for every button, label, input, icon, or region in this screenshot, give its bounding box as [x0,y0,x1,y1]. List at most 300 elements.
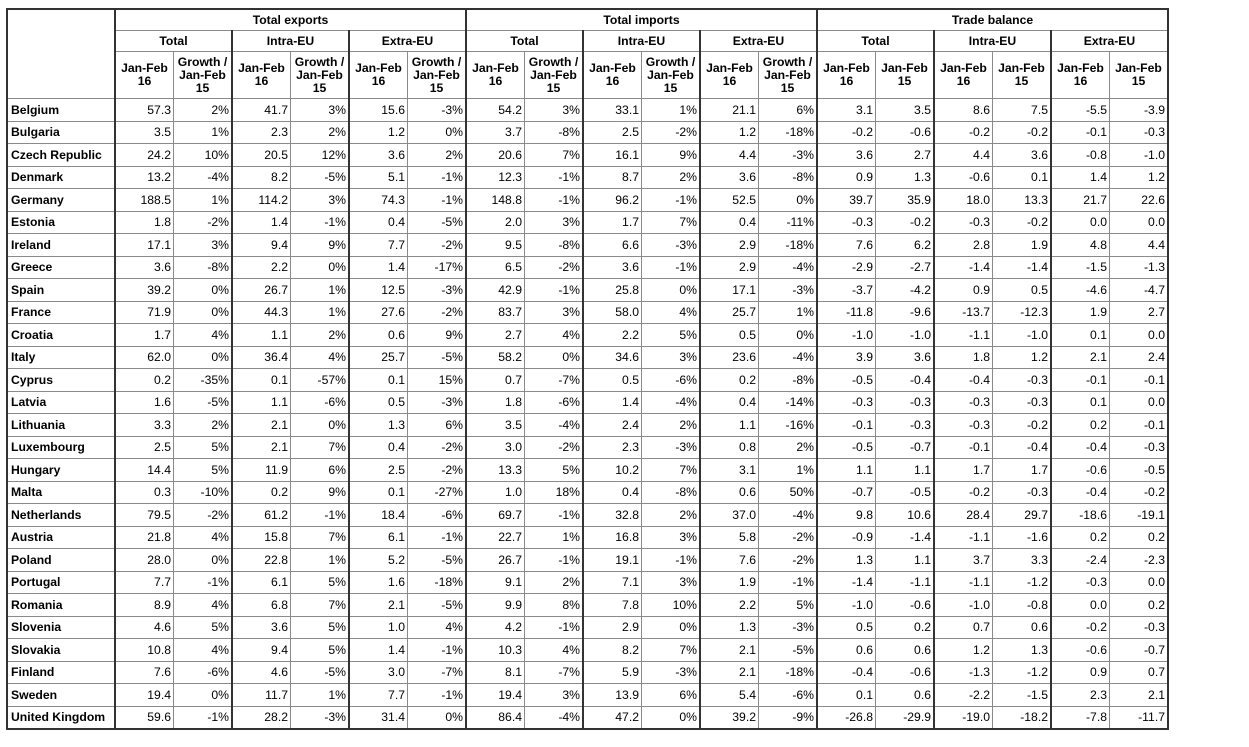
table-cell: 58.2 [466,346,525,369]
table-cell: 17.1 [115,234,174,257]
table-cell: -18% [408,571,467,594]
table-cell: 2% [642,166,701,189]
table-cell: 16.1 [583,144,642,167]
table-row [7,661,1168,684]
col-header-jan-feb-16: Jan-Feb 16 [349,52,408,99]
country-name: Slovenia [7,616,115,639]
table-cell: -19.1 [1110,504,1169,527]
table-cell: 2.5 [583,121,642,144]
table-cell: 3.5 [115,121,174,144]
table-cell: -4% [642,391,701,414]
table-cell: 0% [174,684,233,707]
table-cell: 2.9 [583,616,642,639]
table-cell: 0.4 [349,211,408,234]
table-cell: 7% [642,459,701,482]
table-cell: 3.5 [466,414,525,437]
table-cell: -57% [291,369,350,392]
table-cell: 29.7 [993,504,1052,527]
table-cell: 62.0 [115,346,174,369]
table-cell: 1.4 [349,639,408,662]
table-cell: 17.1 [700,279,759,302]
table-cell: -1.2 [993,661,1052,684]
table-cell: -18.6 [1051,504,1110,527]
table-cell: -4% [759,256,818,279]
table-cell: -1.5 [993,684,1052,707]
table-cell: 9.8 [817,504,876,527]
table-cell: 3.7 [934,549,993,572]
table-cell: 18.0 [934,189,993,212]
table-cell: -3% [408,279,467,302]
table-cell: -2.4 [1051,549,1110,572]
table-cell: -2% [408,459,467,482]
country-name: Estonia [7,211,115,234]
table-cell: 4% [174,324,233,347]
subheader-exports-extra: Extra-EU [349,31,466,52]
table-cell: -1.3 [934,661,993,684]
table-cell: 2.9 [700,234,759,257]
table-cell: -8% [525,121,584,144]
table-cell: 35.9 [876,189,935,212]
table-cell: -16% [759,414,818,437]
country-name: Hungary [7,459,115,482]
table-cell: -4% [174,166,233,189]
table-cell: 3.6 [993,144,1052,167]
table-cell: 1.1 [700,414,759,437]
table-cell: 1% [759,301,818,324]
table-cell: 5% [642,324,701,347]
table-cell: 2.7 [466,324,525,347]
table-cell: 0.2 [115,369,174,392]
table-cell: 0.3 [115,481,174,504]
table-cell: -0.6 [1051,639,1110,662]
table-cell: 9% [642,144,701,167]
country-name: Czech Republic [7,144,115,167]
table-cell: 7% [291,526,350,549]
subheader-balance-intra: Intra-EU [934,31,1051,52]
country-name: Lithuania [7,414,115,437]
table-cell: 1.8 [115,211,174,234]
country-name: Austria [7,526,115,549]
table-cell: 0.0 [1110,391,1169,414]
table-cell: 2.3 [583,436,642,459]
country-name: France [7,301,115,324]
table-cell: -1.4 [876,526,935,549]
table-cell: -0.2 [993,121,1052,144]
table-cell: 7.6 [817,234,876,257]
table-cell: -13.7 [934,301,993,324]
table-cell: 0% [759,189,818,212]
table-cell: 7% [642,211,701,234]
table-cell: 3.6 [817,144,876,167]
table-cell: 13.9 [583,684,642,707]
table-cell: 33.1 [583,99,642,122]
col-header-jan-feb-16: Jan-Feb 16 [232,52,291,99]
table-cell: 3.5 [876,99,935,122]
table-cell: -1% [408,166,467,189]
table-cell: 7% [291,436,350,459]
table-cell: 1.8 [466,391,525,414]
table-cell: 27.6 [349,301,408,324]
table-cell: 3.6 [583,256,642,279]
country-name: Romania [7,594,115,617]
table-cell: -0.8 [993,594,1052,617]
table-cell: -1% [525,279,584,302]
table-cell: 7.7 [349,684,408,707]
table-cell: 6% [642,684,701,707]
country-name: Ireland [7,234,115,257]
table-cell: 5% [291,616,350,639]
table-cell: 0.6 [876,684,935,707]
table-cell: 3% [525,99,584,122]
table-cell: 0.6 [349,324,408,347]
table-cell: 0.6 [700,481,759,504]
table-cell: 4.4 [1110,234,1169,257]
table-cell: 2% [174,99,233,122]
table-cell: -1.0 [993,324,1052,347]
table-cell: -0.1 [1110,414,1169,437]
col-header-growth: Growth / Jan-Feb 15 [291,52,350,99]
table-cell: -0.3 [817,211,876,234]
table-cell: 0.4 [583,481,642,504]
table-body [7,99,1168,729]
table-cell: 7.1 [583,571,642,594]
table-cell: 0.2 [1110,526,1169,549]
table-cell: 1.2 [700,121,759,144]
country-name: United Kingdom [7,706,115,729]
table-cell: 12% [291,144,350,167]
table-cell: 0% [525,346,584,369]
table-cell: 19.4 [115,684,174,707]
table-cell: 0.1 [817,684,876,707]
table-cell: 5% [291,639,350,662]
table-cell: 3.6 [232,616,291,639]
table-cell: -3.9 [1110,99,1169,122]
table-cell: 0% [174,549,233,572]
table-row [7,549,1168,572]
table-cell: 5.9 [583,661,642,684]
table-cell: 0.9 [817,166,876,189]
table-cell: -0.4 [1051,436,1110,459]
table-cell: -0.1 [934,436,993,459]
table-cell: 2.1 [1110,684,1169,707]
table-cell: 1.2 [934,639,993,662]
table-row [7,616,1168,639]
table-row [7,594,1168,617]
table-cell: 0.0 [1110,571,1169,594]
table-cell: -1% [642,189,701,212]
table-cell: -5% [291,166,350,189]
table-cell: 50% [759,481,818,504]
table-cell: -4% [759,504,818,527]
table-cell: 0.5 [700,324,759,347]
table-cell: 41.7 [232,99,291,122]
table-cell: 2% [642,414,701,437]
table-cell: 36.4 [232,346,291,369]
col-header-jan-feb-16: Jan-Feb 16 [466,52,525,99]
table-cell: -7% [525,369,584,392]
table-cell: -1% [759,571,818,594]
table-cell: 1.3 [993,639,1052,662]
table-cell: 1% [174,189,233,212]
table-cell: 7% [525,144,584,167]
table-cell: -6% [525,391,584,414]
table-cell: 26.7 [232,279,291,302]
table-cell: 2.7 [1110,301,1169,324]
table-cell: 3.9 [817,346,876,369]
header-trade-balance: Trade balance [817,9,1168,31]
table-cell: 1% [642,99,701,122]
table-cell: -3% [408,391,467,414]
table-cell: 5% [759,594,818,617]
table-cell: 2.1 [700,639,759,662]
table-cell: 9.4 [232,639,291,662]
col-header-jan-feb-16: Jan-Feb 16 [1051,52,1110,99]
table-cell: 71.9 [115,301,174,324]
table-cell: 2.4 [1110,346,1169,369]
table-cell: -1% [525,189,584,212]
subheader-imports-extra: Extra-EU [700,31,817,52]
table-cell: -3% [759,279,818,302]
country-name: Poland [7,549,115,572]
table-row [7,256,1168,279]
table-cell: -0.2 [1051,616,1110,639]
subheader-balance-extra: Extra-EU [1051,31,1168,52]
table-cell: 6.5 [466,256,525,279]
table-cell: -6% [408,504,467,527]
table-cell: 4.4 [700,144,759,167]
table-row [7,99,1168,122]
table-row [7,234,1168,257]
table-cell: 10.6 [876,504,935,527]
table-cell: 25.7 [700,301,759,324]
table-cell: 1.3 [700,616,759,639]
table-cell: -1% [642,549,701,572]
table-cell: -1% [408,639,467,662]
table-cell: 0.1 [349,369,408,392]
table-cell: -5% [408,346,467,369]
table-cell: 5.2 [349,549,408,572]
table-cell: 5.4 [700,684,759,707]
table-cell: -2.7 [876,256,935,279]
table-cell: -0.4 [934,369,993,392]
table-cell: 12.3 [466,166,525,189]
table-cell: 2.1 [232,436,291,459]
table-cell: 3% [642,571,701,594]
header-total-imports: Total imports [466,9,817,31]
table-cell: 1.7 [993,459,1052,482]
table-cell: 2.0 [466,211,525,234]
table-cell: 4% [642,301,701,324]
table-cell: 4.6 [232,661,291,684]
table-cell: -0.3 [993,369,1052,392]
table-cell: -0.2 [993,414,1052,437]
table-cell: 2.2 [232,256,291,279]
table-cell: 1.1 [876,549,935,572]
table-cell: -6% [174,661,233,684]
table-cell: -0.7 [817,481,876,504]
table-cell: -0.4 [993,436,1052,459]
table-cell: 9% [291,481,350,504]
table-cell: 3.6 [700,166,759,189]
table-cell: 1.4 [1051,166,1110,189]
table-cell: -1% [642,256,701,279]
table-cell: 1.3 [349,414,408,437]
table-cell: 3.3 [993,549,1052,572]
table-cell: 24.2 [115,144,174,167]
table-row [7,526,1168,549]
table-cell: 0.2 [1110,594,1169,617]
table-cell: -5% [759,639,818,662]
table-cell: -3% [759,144,818,167]
table-cell: 7.7 [115,571,174,594]
table-cell: 22.7 [466,526,525,549]
table-cell: 6.1 [349,526,408,549]
table-cell: -4.7 [1110,279,1169,302]
table-cell: 1.0 [466,481,525,504]
table-cell: 3.6 [115,256,174,279]
table-cell: 3% [525,211,584,234]
table-cell: 3.0 [466,436,525,459]
table-cell: -5.5 [1051,99,1110,122]
table-cell: 3% [291,99,350,122]
table-cell: 0.0 [1051,594,1110,617]
table-cell: 10.3 [466,639,525,662]
table-row [7,301,1168,324]
table-cell: -1.4 [817,571,876,594]
table-cell: -26.8 [817,706,876,729]
table-cell: 16.8 [583,526,642,549]
subheader-imports-intra: Intra-EU [583,31,700,52]
table-cell: -3% [408,99,467,122]
table-cell: 25.7 [349,346,408,369]
table-cell: 2% [759,436,818,459]
table-cell: -0.6 [876,594,935,617]
table-cell: -11.7 [1110,706,1169,729]
table-cell: 1.3 [817,549,876,572]
table-cell: -0.5 [817,369,876,392]
table-cell: 0% [174,346,233,369]
table-cell: -10% [174,481,233,504]
table-cell: -0.3 [1110,616,1169,639]
table-row [7,144,1168,167]
table-cell: 10% [174,144,233,167]
subheader-exports-intra: Intra-EU [232,31,349,52]
table-cell: 2.2 [583,324,642,347]
col-header-jan-feb-15: Jan-Feb 15 [876,52,935,99]
table-cell: -1.1 [934,571,993,594]
table-cell: 2.1 [700,661,759,684]
table-cell: -1% [525,616,584,639]
table-cell: 2.2 [700,594,759,617]
table-cell: 4% [408,616,467,639]
table-cell: 188.5 [115,189,174,212]
country-name: Croatia [7,324,115,347]
col-header-jan-feb-15: Jan-Feb 15 [1110,52,1169,99]
table-cell: 114.2 [232,189,291,212]
table-cell: 1.8 [934,346,993,369]
table-cell: -0.3 [1110,121,1169,144]
table-cell: 3% [525,684,584,707]
table-cell: 1% [291,684,350,707]
table-cell: 0.0 [1110,211,1169,234]
table-cell: 0.0 [1051,211,1110,234]
table-cell: 2.8 [934,234,993,257]
table-cell: 0.1 [232,369,291,392]
table-cell: 31.4 [349,706,408,729]
table-cell: 2% [291,121,350,144]
table-cell: -7% [408,661,467,684]
table-cell: 3% [642,526,701,549]
table-cell: -1.1 [934,526,993,549]
table-cell: 15% [408,369,467,392]
table-cell: 1.4 [349,256,408,279]
table-row [7,706,1168,729]
subheader-imports-total: Total [466,31,583,52]
table-row [7,639,1168,662]
table-cell: 148.8 [466,189,525,212]
subheader-exports-total: Total [115,31,232,52]
table-cell: 4.6 [115,616,174,639]
table-cell: -0.4 [817,661,876,684]
table-row [7,459,1168,482]
table-cell: -18% [759,121,818,144]
table-cell: -1.4 [934,256,993,279]
table-cell: 20.5 [232,144,291,167]
country-name: Latvia [7,391,115,414]
table-cell: 4% [174,526,233,549]
table-cell: 3.0 [349,661,408,684]
table-cell: -0.2 [817,121,876,144]
table-cell: 10.2 [583,459,642,482]
table-cell: -0.3 [993,391,1052,414]
table-cell: 10.8 [115,639,174,662]
table-cell: -1.6 [993,526,1052,549]
table-cell: 7.6 [700,549,759,572]
table-cell: 1.0 [349,616,408,639]
table-cell: 2.9 [700,256,759,279]
table-cell: -0.5 [876,481,935,504]
table-cell: 1.6 [115,391,174,414]
col-header-growth: Growth / Jan-Feb 15 [642,52,701,99]
table-cell: -8% [759,166,818,189]
header-total-exports: Total exports [115,9,466,31]
table-row [7,279,1168,302]
table-cell: 1% [525,526,584,549]
table-cell: 2.5 [115,436,174,459]
table-cell: 1.9 [700,571,759,594]
table-cell: -2.3 [1110,549,1169,572]
table-cell: -0.3 [876,414,935,437]
table-cell: 47.2 [583,706,642,729]
table-cell: -0.1 [1051,369,1110,392]
table-cell: 2.1 [349,594,408,617]
table-cell: 8.2 [583,639,642,662]
table-cell: 0.2 [700,369,759,392]
table-cell: -12.3 [993,301,1052,324]
table-cell: -1% [291,211,350,234]
table-cell: 0% [174,279,233,302]
table-cell: 39.2 [700,706,759,729]
table-cell: 5% [174,459,233,482]
table-cell: 4% [291,346,350,369]
country-name: Portugal [7,571,115,594]
table-cell: 1.7 [115,324,174,347]
table-cell: 22.6 [1110,189,1169,212]
table-cell: 4% [525,324,584,347]
table-cell: 7% [642,639,701,662]
table-cell: 21.8 [115,526,174,549]
table-cell: 5% [174,616,233,639]
